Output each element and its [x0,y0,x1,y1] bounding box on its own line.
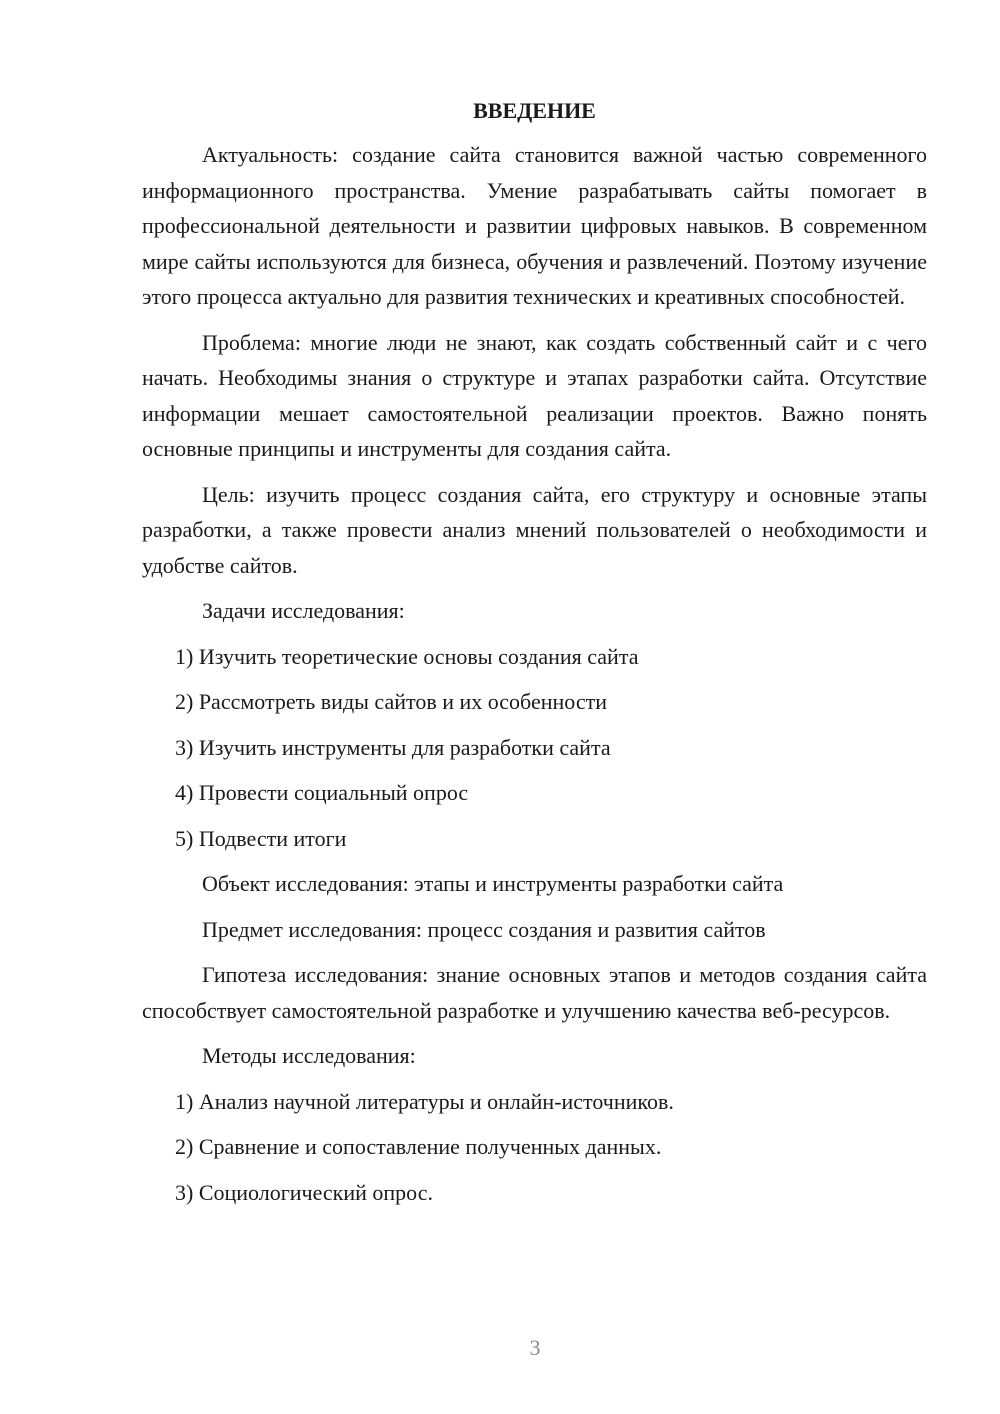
hypothesis-paragraph: Гипотеза исследования: знание основных этапов и методов создания сайта способствует самостоятельной разработке и улучшению качества веб-ресурсов. [142,962,927,1023]
document-page [142,95,927,1210]
page-number: 3 [529,1335,541,1360]
tasks-heading: Задачи исследования: [202,598,405,623]
task-item: 1) Изучить теоретические основы создания сайта [175,643,639,669]
problem-paragraph: Проблема: многие люди не знают, как создать собственный сайт и с чего начать. Необходимы знания о структуре и этапах разработки сайта. Отсутствие информации мешает самостоятельной реализации проектов. Важно понять основные принципы и инструменты для создания сайта. [142,329,927,461]
object-paragraph: Объект исследования: этапы и инструменты разработки сайта [202,871,784,896]
section-title: ВВЕДЕНИЕ [473,98,596,123]
task-item: 4) Провести социальный опрос [175,780,469,805]
methods-heading: Методы исследования: [202,1043,416,1068]
relevance-paragraph: Актуальность: создание сайта становится важной частью современного информационного пространства. Умение разрабатывать сайты помогает в профессиональной деятельности и развитии цифровых навыков. В современном мире сайты используются для бизнеса, обучения и развлечений. Поэтому изучение этого процесса актуально для развития технических и креативных способностей. [142,142,927,309]
subject-paragraph: Предмет исследования: процесс создания и развития сайтов [202,916,766,942]
task-item: 5) Подвести итоги [175,825,347,851]
method-item: 3) Социологический опрос. [175,1179,433,1205]
task-item: 3) Изучить инструменты для разработки сайта [175,734,611,760]
task-item: 2) Рассмотреть виды сайтов и их особенности [175,689,607,714]
method-item: 2) Сравнение и сопоставление полученных данных. [175,1134,662,1159]
goal-paragraph: Цель: изучить процесс создания сайта, его структуру и основные этапы разработки, а также провести анализ мнений пользователей о необходимости и удобстве сайтов. [142,481,927,578]
method-item: 1) Анализ научной литературы и онлайн-источников. [175,1088,674,1114]
